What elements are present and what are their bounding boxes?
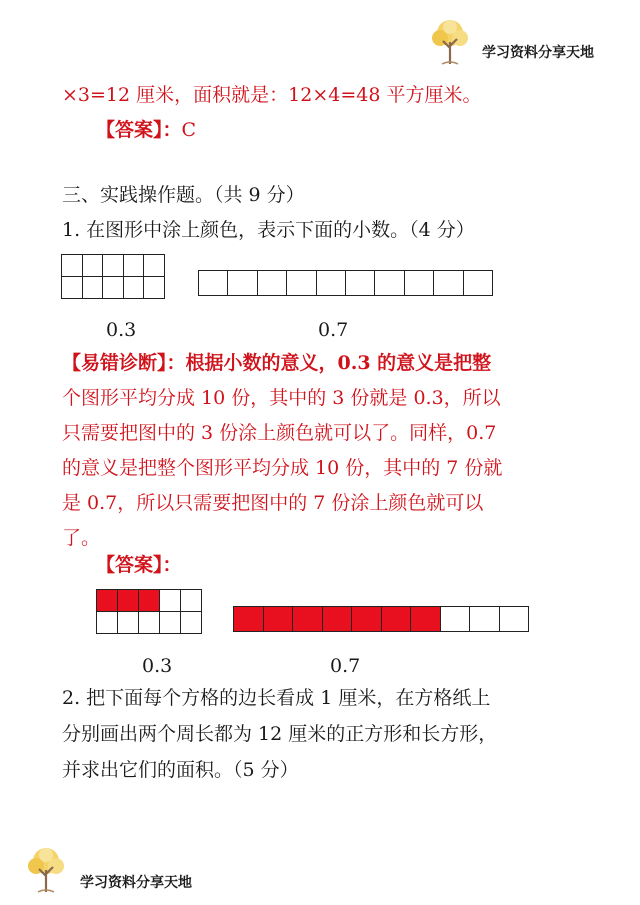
grid-cell-filled xyxy=(118,590,139,612)
analysis-line-1: 【易错诊断】：根据小数的意义，0.3 的意义是把整 xyxy=(62,352,492,374)
grid-cell xyxy=(97,612,118,634)
grid-cell xyxy=(144,277,165,299)
grid-cell xyxy=(346,271,375,296)
q1-label-b: 0.7 xyxy=(318,319,349,341)
grid-cell xyxy=(470,607,500,632)
grid-cell xyxy=(500,607,530,632)
answer-grid-b xyxy=(233,606,529,632)
q2-line-3: 并求出它们的面积。（5 分） xyxy=(62,759,299,781)
grid-cell-filled xyxy=(97,590,118,612)
analysis-line-4: 的意义是把整个图形平均分成 10 份，其中的 7 份就 xyxy=(62,457,503,479)
analysis-line-6: 了。 xyxy=(62,527,101,549)
grid-cell xyxy=(139,612,160,634)
grid-cell-filled xyxy=(139,590,160,612)
grid-cell xyxy=(181,612,202,634)
brand-name-bottom: 学习资料分享天地 xyxy=(80,875,192,891)
prev-answer-value: C xyxy=(181,119,197,141)
tree-logo-icon xyxy=(428,18,472,66)
grid-cell-filled xyxy=(323,607,353,632)
q1-grid-a xyxy=(61,254,165,299)
grid-cell xyxy=(83,277,104,299)
grid-cell-filled xyxy=(411,607,441,632)
prev-answer xyxy=(96,113,196,147)
grid-cell-filled xyxy=(352,607,382,632)
tree-logo-icon xyxy=(24,846,68,894)
grid-cell xyxy=(144,255,165,277)
grid-cell xyxy=(62,277,83,299)
grid-cell xyxy=(124,255,145,277)
grid-cell xyxy=(441,607,471,632)
prev-solution-line: ×3=12 厘米，面积就是：12×4=48 平方厘米。 xyxy=(62,84,482,106)
q2-text xyxy=(62,680,497,788)
grid-cell xyxy=(405,271,434,296)
grid-cell xyxy=(103,255,124,277)
grid-cell xyxy=(124,277,145,299)
grid-cell xyxy=(160,612,181,634)
brand-name-top: 学习资料分享天地 xyxy=(482,45,594,61)
answer-label-a: 0.3 xyxy=(142,655,173,677)
analysis-line-2: 个图形平均分成 10 份，其中的 3 份就是 0.3，所以 xyxy=(62,387,501,409)
header-brand xyxy=(428,18,628,68)
grid-cell-filled xyxy=(264,607,294,632)
grid-cell xyxy=(181,590,202,612)
grid-cell xyxy=(83,255,104,277)
grid-cell-filled xyxy=(293,607,323,632)
q1-grid-b xyxy=(198,270,493,296)
grid-cell xyxy=(199,271,228,296)
section-heading: 三、实践操作题。（共 9 分） xyxy=(62,184,305,206)
grid-cell xyxy=(103,277,124,299)
grid-cell xyxy=(464,271,493,296)
analysis-line-3: 只需要把图中的 3 份涂上颜色就可以了。同样，0.7 xyxy=(62,422,497,444)
prev-answer-label: 【答案】： xyxy=(96,119,182,141)
q1-prompt: 1. 在图形中涂上颜色，表示下面的小数。（4 分） xyxy=(62,219,475,241)
grid-cell-filled xyxy=(382,607,412,632)
q1-answer-label: 【答案】： xyxy=(96,554,182,576)
analysis-line xyxy=(62,346,502,381)
grid-cell xyxy=(228,271,257,296)
answer-label-b: 0.7 xyxy=(330,655,361,677)
grid-cell-filled xyxy=(234,607,264,632)
q1-label-a: 0.3 xyxy=(106,319,137,341)
footer-brand xyxy=(24,846,244,896)
grid-cell xyxy=(258,271,287,296)
grid-cell xyxy=(160,590,181,612)
grid-cell xyxy=(62,255,83,277)
grid-cell xyxy=(317,271,346,296)
error-analysis xyxy=(62,346,502,556)
grid-cell xyxy=(434,271,463,296)
grid-cell xyxy=(287,271,316,296)
grid-cell xyxy=(375,271,404,296)
q2-line-2: 分别画出两个周长都为 12 厘米的正方形和长方形， xyxy=(62,723,498,745)
q2-line-1: 2. 把下面每个方格的边长看成 1 厘米，在方格纸上 xyxy=(62,687,491,709)
answer-grid-a xyxy=(96,589,202,634)
analysis-line-5: 是 0.7，所以只需要把图中的 7 份涂上颜色就可以 xyxy=(62,492,484,514)
grid-cell xyxy=(118,612,139,634)
